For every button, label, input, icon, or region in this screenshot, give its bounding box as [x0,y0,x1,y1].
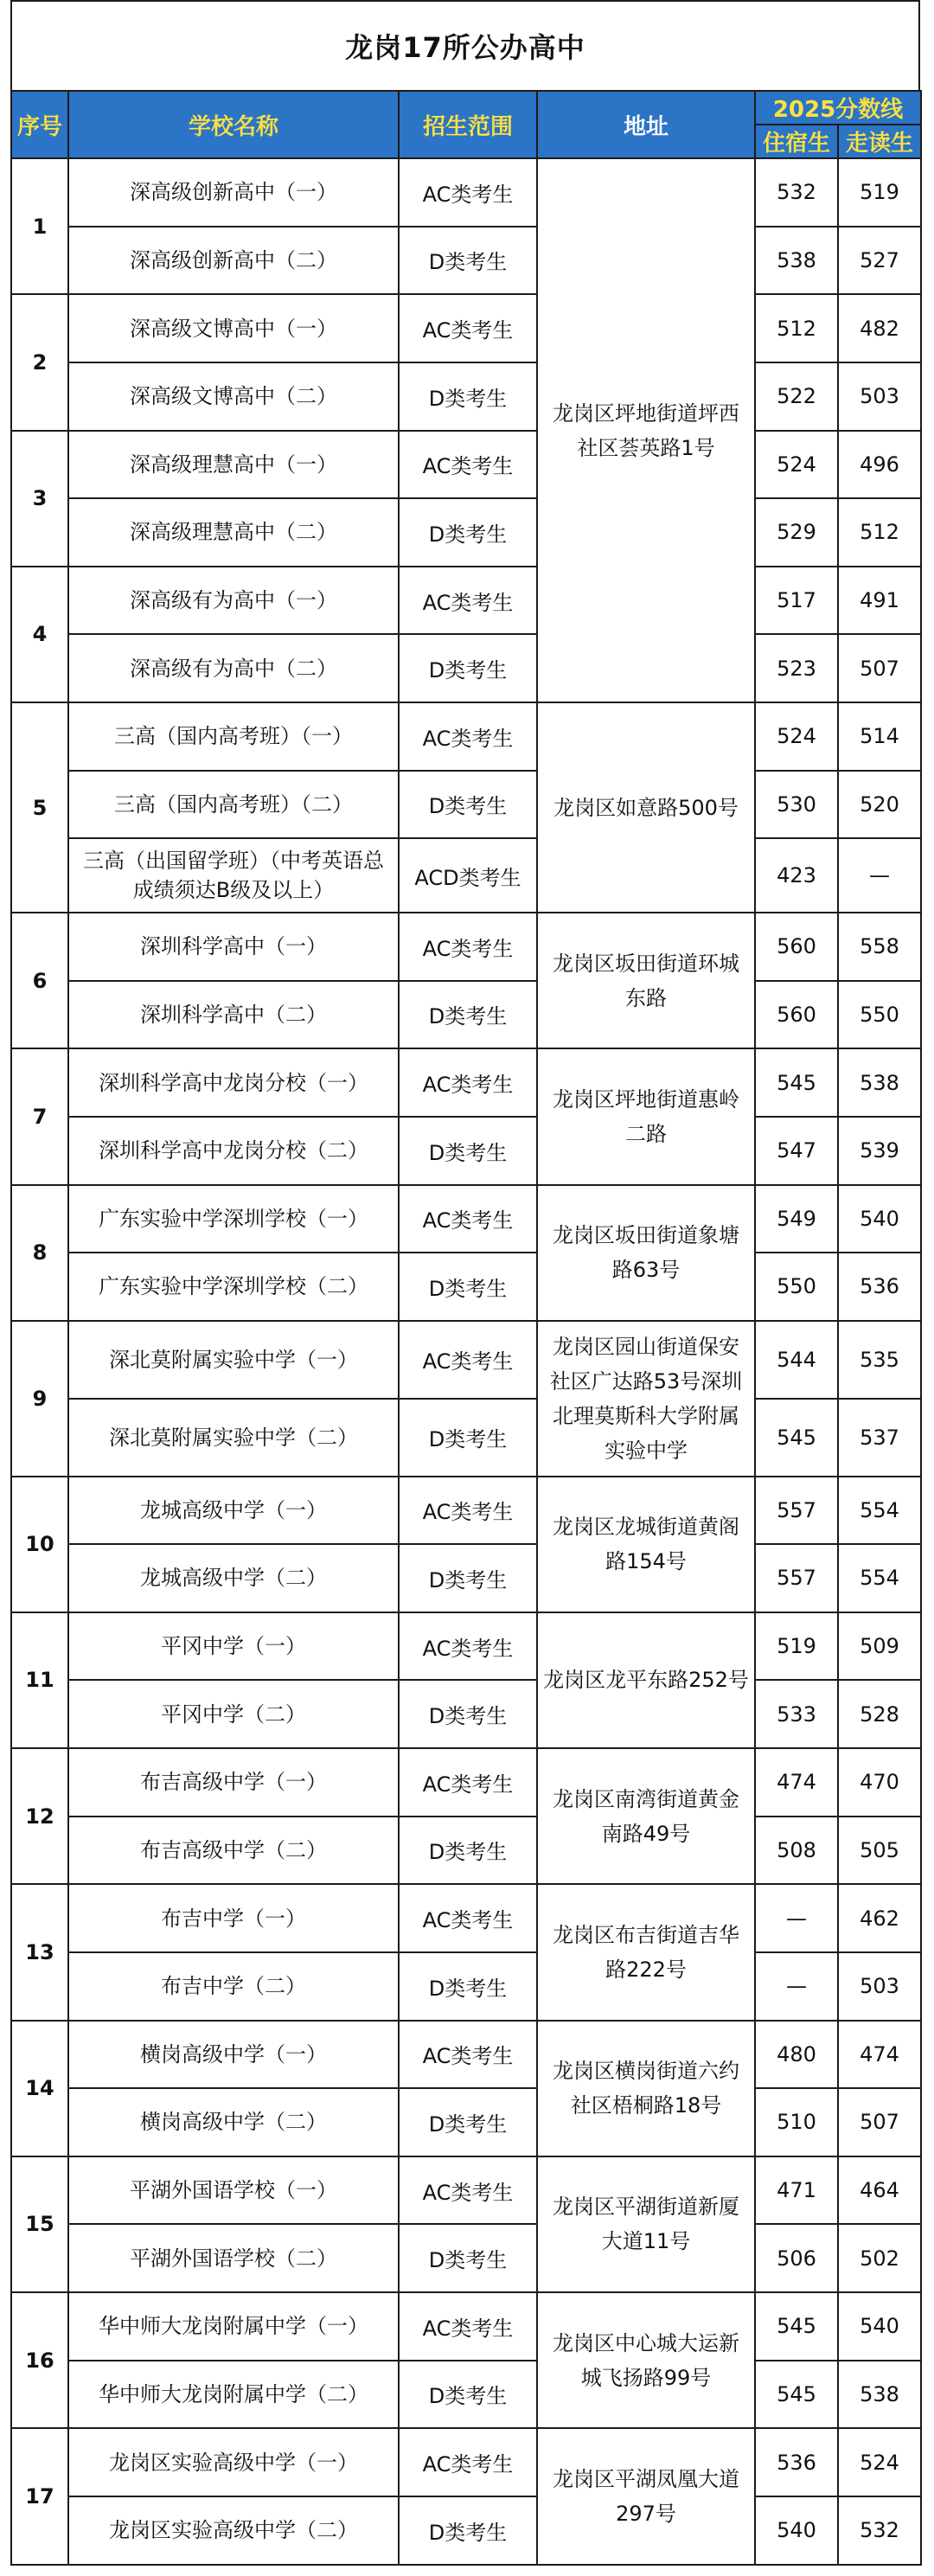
score-day: 514 [838,702,921,771]
school-address: 龙岗区龙城街道黄阁路154号 [537,1477,755,1612]
school-address: 龙岗区平湖街道新厦大道11号 [537,2156,755,2292]
score-day: 470 [838,1748,921,1817]
enrollment-scope: AC类考生 [399,2021,537,2089]
school-address: 龙岗区平湖凤凰大道297号 [537,2428,755,2565]
score-day: 536 [838,1253,921,1321]
enrollment-scope: AC类考生 [399,294,537,362]
score-boarding: 547 [755,1117,838,1185]
row-index: 4 [11,567,68,702]
table-row [11,2021,921,2089]
enrollment-scope: AC类考生 [399,2292,537,2361]
enrollment-scope: ACD类考生 [399,838,537,913]
score-boarding: 545 [755,2292,838,2361]
enrollment-scope: D类考生 [399,498,537,567]
school-address: 龙岗区横岗街道六约社区梧桐路18号 [537,2021,755,2156]
score-boarding: 480 [755,2021,838,2089]
enrollment-scope: D类考生 [399,981,537,1049]
score-boarding: — [755,1952,838,2021]
school-name: 平冈中学（一） [68,1612,399,1681]
score-day: 532 [838,2496,921,2565]
table-row [11,1817,921,1885]
row-index: 11 [11,1612,68,1748]
score-day: 519 [838,158,921,227]
header-address: 地址 [537,91,755,158]
header-school: 学校名称 [68,91,399,158]
score-boarding: 536 [755,2428,838,2496]
enrollment-scope: AC类考生 [399,1612,537,1681]
enrollment-scope: D类考生 [399,1399,537,1477]
header-scope: 招生范围 [399,91,537,158]
enrollment-scope: D类考生 [399,362,537,431]
score-day: 496 [838,431,921,499]
table-row [11,431,921,499]
school-name: 龙城高级中学（一） [68,1477,399,1545]
enrollment-scope: AC类考生 [399,567,537,635]
score-boarding: 545 [755,1399,838,1477]
school-name: 深高级文博高中（一） [68,294,399,362]
school-name: 龙岗区实验高级中学（一） [68,2428,399,2496]
score-day: 503 [838,1952,921,2021]
score-day: — [838,838,921,913]
school-name: 华中师大龙岗附属中学（一） [68,2292,399,2361]
table-row [11,294,921,362]
score-boarding: 545 [755,1048,838,1117]
school-name: 深高级理慧高中（二） [68,498,399,567]
score-boarding: 508 [755,1817,838,1885]
enrollment-scope: AC类考生 [399,1748,537,1817]
row-index: 12 [11,1748,68,1884]
score-boarding: 533 [755,1680,838,1748]
score-day: 537 [838,1399,921,1477]
score-boarding: 557 [755,1477,838,1545]
school-name: 布吉高级中学（二） [68,1817,399,1885]
enrollment-scope: D类考生 [399,1117,537,1185]
score-day: 528 [838,1680,921,1748]
school-name: 布吉中学（二） [68,1952,399,2021]
score-day: 503 [838,362,921,431]
table-row [11,1321,921,1399]
school-name: 深高级创新高中（二） [68,227,399,295]
enrollment-scope: D类考生 [399,634,537,702]
schools-table [10,90,922,2566]
school-name: 布吉高级中学（一） [68,1748,399,1817]
table-row [11,634,921,702]
score-day: 464 [838,2156,921,2225]
enrollment-scope: AC类考生 [399,158,537,227]
score-day: 535 [838,1321,921,1399]
score-boarding: 524 [755,431,838,499]
school-name: 深高级文博高中（二） [68,362,399,431]
score-boarding: 529 [755,498,838,567]
enrollment-scope: D类考生 [399,1817,537,1885]
table-row [11,1544,921,1612]
score-boarding: 523 [755,634,838,702]
school-address: 龙岗区中心城大运新城飞扬路99号 [537,2292,755,2428]
row-index: 2 [11,294,68,430]
table-row [11,1048,921,1117]
score-day: 520 [838,771,921,839]
score-boarding: 517 [755,567,838,635]
score-boarding: 544 [755,1321,838,1399]
enrollment-scope: AC类考生 [399,1185,537,1253]
school-name: 深圳科学高中龙岗分校（一） [68,1048,399,1117]
school-address: 龙岗区坂田街道环城东路 [537,913,755,1048]
enrollment-scope: AC类考生 [399,431,537,499]
enrollment-scope: AC类考生 [399,1477,537,1545]
score-day: 554 [838,1477,921,1545]
score-boarding: 524 [755,702,838,771]
score-day: 538 [838,2361,921,2429]
row-index: 3 [11,431,68,567]
row-index: 6 [11,913,68,1048]
row-index: 7 [11,1048,68,1184]
score-boarding: 532 [755,158,838,227]
score-boarding: 510 [755,2088,838,2156]
enrollment-scope: D类考生 [399,1680,537,1748]
enrollment-scope: D类考生 [399,2361,537,2429]
row-index: 8 [11,1185,68,1321]
table-row [11,1117,921,1185]
score-day: 491 [838,567,921,635]
table-row [11,158,921,227]
table-row [11,1477,921,1545]
score-boarding: 530 [755,771,838,839]
school-name: 横岗高级中学（一） [68,2021,399,2089]
school-name: 三高（国内高考班）（一） [68,702,399,771]
school-name: 深圳科学高中（一） [68,913,399,981]
table-row [11,567,921,635]
school-name: 深高级有为高中（一） [68,567,399,635]
table-row [11,1253,921,1321]
table-row [11,981,921,1049]
table-row [11,1884,921,1952]
header-index: 序号 [11,91,68,158]
header-boarding: 住宿生 [755,125,838,158]
school-address: 龙岗区坪地街道惠岭二路 [537,1048,755,1184]
school-name: 深高级创新高中（一） [68,158,399,227]
school-address: 龙岗区如意路500号 [537,702,755,913]
score-day: 505 [838,1817,921,1885]
score-boarding: 474 [755,1748,838,1817]
table-row [11,2496,921,2565]
school-name: 横岗高级中学（二） [68,2088,399,2156]
score-boarding: 512 [755,294,838,362]
school-name: 平湖外国语学校（一） [68,2156,399,2225]
row-index: 9 [11,1321,68,1477]
header-score-group: 2025分数线 [755,91,921,125]
score-day: 540 [838,1185,921,1253]
score-day: 512 [838,498,921,567]
school-name: 华中师大龙岗附属中学（二） [68,2361,399,2429]
table-body [11,158,921,2565]
enrollment-scope: AC类考生 [399,2156,537,2225]
table-row [11,838,921,913]
row-index: 5 [11,702,68,913]
table-row [11,1185,921,1253]
table-row [11,1952,921,2021]
enrollment-scope: D类考生 [399,227,537,295]
score-day: 482 [838,294,921,362]
enrollment-scope: D类考生 [399,771,537,839]
table-row [11,1680,921,1748]
score-boarding: — [755,1884,838,1952]
score-boarding: 560 [755,913,838,981]
enrollment-scope: AC类考生 [399,913,537,981]
table-row [11,362,921,431]
score-boarding: 545 [755,2361,838,2429]
row-index: 16 [11,2292,68,2428]
enrollment-scope: AC类考生 [399,1884,537,1952]
table-row [11,498,921,567]
score-boarding: 471 [755,2156,838,2225]
score-day: 462 [838,1884,921,1952]
school-name: 深高级理慧高中（一） [68,431,399,499]
row-index: 15 [11,2156,68,2292]
school-name: 布吉中学（一） [68,1884,399,1952]
school-name: 深圳科学高中（二） [68,981,399,1049]
enrollment-scope: AC类考生 [399,1048,537,1117]
score-day: 550 [838,981,921,1049]
table-row [11,2156,921,2225]
score-day: 538 [838,1048,921,1117]
school-address: 龙岗区南湾街道黄金南路49号 [537,1748,755,1884]
enrollment-scope: D类考生 [399,1544,537,1612]
school-address: 龙岗区坂田街道象塘路63号 [537,1185,755,1321]
score-boarding: 540 [755,2496,838,2565]
score-day: 524 [838,2428,921,2496]
enrollment-scope: AC类考生 [399,2428,537,2496]
score-boarding: 549 [755,1185,838,1253]
school-name: 平冈中学（二） [68,1680,399,1748]
enrollment-scope: D类考生 [399,1952,537,2021]
school-address: 龙岗区龙平东路252号 [537,1612,755,1748]
score-boarding: 550 [755,1253,838,1321]
school-name: 广东实验中学深圳学校（二） [68,1253,399,1321]
table-row [11,2428,921,2496]
enrollment-scope: D类考生 [399,2496,537,2565]
table-row [11,1612,921,1681]
school-address: 龙岗区布吉街道吉华路222号 [537,1884,755,2020]
score-day: 507 [838,634,921,702]
school-name: 深北莫附属实验中学（一） [68,1321,399,1399]
school-name: 三高（出国留学班）（中考英语总成绩须达B级及以上） [68,838,399,913]
score-day: 502 [838,2224,921,2292]
table-row [11,1748,921,1817]
table-row [11,227,921,295]
score-day: 558 [838,913,921,981]
enrollment-scope: D类考生 [399,2088,537,2156]
table-row [11,2361,921,2429]
score-day: 507 [838,2088,921,2156]
school-name: 广东实验中学深圳学校（一） [68,1185,399,1253]
score-day: 540 [838,2292,921,2361]
score-boarding: 423 [755,838,838,913]
enrollment-scope: D类考生 [399,1253,537,1321]
score-boarding: 560 [755,981,838,1049]
table-row [11,2224,921,2292]
table-row [11,1399,921,1477]
table-row [11,2292,921,2361]
score-boarding: 522 [755,362,838,431]
score-boarding: 538 [755,227,838,295]
header-day: 走读生 [838,125,921,158]
school-name: 平湖外国语学校（二） [68,2224,399,2292]
school-name: 龙岗区实验高级中学（二） [68,2496,399,2565]
school-name: 三高（国内高考班）（二） [68,771,399,839]
school-name: 深北莫附属实验中学（二） [68,1399,399,1477]
table-row [11,913,921,981]
row-index: 13 [11,1884,68,2020]
table-row [11,2088,921,2156]
row-index: 1 [11,158,68,294]
school-address: 龙岗区坪地街道坪西社区荟英路1号 [537,158,755,702]
row-index: 14 [11,2021,68,2156]
score-boarding: 519 [755,1612,838,1681]
page-title: 龙岗17所公办高中 [10,0,920,90]
enrollment-scope: AC类考生 [399,702,537,771]
school-name: 深圳科学高中龙岗分校（二） [68,1117,399,1185]
score-day: 527 [838,227,921,295]
school-name: 龙城高级中学（二） [68,1544,399,1612]
school-address: 龙岗区园山街道保安社区广达路53号深圳北理莫斯科大学附属实验中学 [537,1321,755,1477]
score-day: 539 [838,1117,921,1185]
enrollment-scope: D类考生 [399,2224,537,2292]
score-boarding: 557 [755,1544,838,1612]
enrollment-scope: AC类考生 [399,1321,537,1399]
school-name: 深高级有为高中（二） [68,634,399,702]
table-row [11,771,921,839]
score-day: 509 [838,1612,921,1681]
row-index: 17 [11,2428,68,2565]
row-index: 10 [11,1477,68,1612]
score-boarding: 506 [755,2224,838,2292]
score-day: 474 [838,2021,921,2089]
table-row [11,702,921,771]
score-day: 554 [838,1544,921,1612]
